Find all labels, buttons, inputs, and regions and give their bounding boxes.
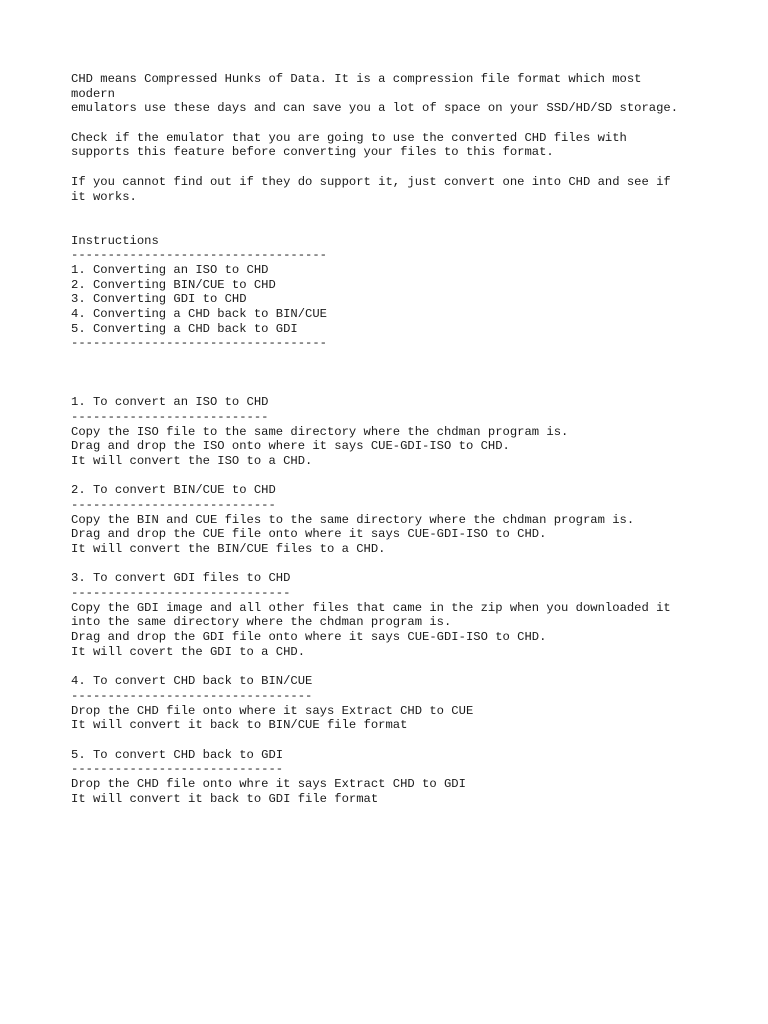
blank-line bbox=[71, 366, 711, 381]
text-line: into the same directory where the chdman program is. bbox=[71, 615, 452, 630]
blank-line bbox=[71, 660, 711, 675]
text-line: Drop the CHD file onto where it says Extract CHD to CUE bbox=[71, 703, 474, 718]
text-line: Drop the CHD file onto whre it says Extract CHD to GDI bbox=[71, 777, 466, 791]
text-line: Copy the ISO file to the same directory where the chdman program is. bbox=[71, 424, 569, 439]
document-page bbox=[71, 72, 711, 806]
text-line: modern bbox=[71, 86, 115, 101]
section-rule: ----------------------------- bbox=[71, 762, 284, 777]
section-rule: ---------------------------- bbox=[71, 497, 276, 512]
section-rule: ------------------------------ bbox=[71, 586, 291, 601]
section-rule: --------------------------- bbox=[71, 409, 269, 424]
section-rule: --------------------------------- bbox=[71, 688, 313, 703]
toc-title: Instructions bbox=[71, 233, 159, 248]
toc-item: 5. Converting a CHD back to GDI bbox=[71, 321, 298, 336]
text-line: it works. bbox=[71, 189, 137, 204]
section-heading: 5. To convert CHD back to GDI bbox=[71, 747, 284, 762]
text-line: Copy the BIN and CUE files to the same directory where the chdman program is. bbox=[71, 512, 635, 527]
section-heading: 1. To convert an ISO to CHD bbox=[71, 395, 269, 410]
intro-paragraph-2 bbox=[71, 131, 711, 160]
blank-line bbox=[71, 557, 711, 572]
text-line: emulators use these days and can save you a lot of space on your SSD/HD/SD storage. bbox=[71, 101, 679, 116]
toc-item: 1. Converting an ISO to CHD bbox=[71, 262, 269, 277]
blank-line bbox=[71, 380, 711, 395]
blank-line bbox=[71, 116, 711, 131]
text-line: Drag and drop the GDI file onto where it says CUE-GDI-ISO to CHD. bbox=[71, 630, 547, 645]
section-chd-to-gdi bbox=[71, 748, 711, 807]
blank-line bbox=[71, 351, 711, 366]
section-heading: 2. To convert BIN/CUE to CHD bbox=[71, 483, 276, 498]
blank-line bbox=[71, 469, 711, 484]
text-line: Drag and drop the CUE file onto where it says CUE-GDI-ISO to CHD. bbox=[71, 527, 547, 542]
text-line: It will covert the GDI to a CHD. bbox=[71, 644, 306, 659]
section-heading: 4. To convert CHD back to BIN/CUE bbox=[71, 674, 313, 689]
section-chd-to-bincue bbox=[71, 674, 711, 733]
toc-rule-bottom: ----------------------------------- bbox=[71, 336, 327, 351]
text-line: It will convert it back to GDI file format bbox=[71, 791, 379, 806]
blank-line bbox=[71, 733, 711, 748]
instructions-toc bbox=[71, 234, 711, 352]
blank-line bbox=[71, 219, 711, 234]
intro-paragraph-1 bbox=[71, 72, 711, 116]
blank-line bbox=[71, 204, 711, 219]
text-line: It will convert it back to BIN/CUE file format bbox=[71, 718, 408, 733]
toc-rule-top: ----------------------------------- bbox=[71, 248, 327, 263]
toc-item: 2. Converting BIN/CUE to CHD bbox=[71, 277, 276, 292]
text-line: If you cannot find out if they do support it, just convert one into CHD and see if bbox=[71, 174, 671, 189]
intro-paragraph-3 bbox=[71, 175, 711, 204]
blank-line bbox=[71, 160, 711, 175]
toc-item: 4. Converting a CHD back to BIN/CUE bbox=[71, 307, 327, 321]
text-line: Copy the GDI image and all other files that came in the zip when you downloaded it bbox=[71, 600, 671, 615]
section-heading: 3. To convert GDI files to CHD bbox=[71, 571, 291, 586]
text-line: Drag and drop the ISO onto where it says CUE-GDI-ISO to CHD. bbox=[71, 439, 510, 454]
text-line: Check if the emulator that you are going to use the converted CHD files with bbox=[71, 130, 627, 145]
text-line: It will convert the ISO to a CHD. bbox=[71, 453, 313, 468]
text-line: It will convert the BIN/CUE files to a CHD. bbox=[71, 542, 386, 556]
section-bincue-to-chd bbox=[71, 483, 711, 556]
toc-item: 3. Converting GDI to CHD bbox=[71, 292, 247, 307]
text-line: supports this feature before converting your files to this format. bbox=[71, 145, 554, 160]
section-gdi-to-chd bbox=[71, 571, 711, 659]
text-line: CHD means Compressed Hunks of Data. It is a compression file format which most bbox=[71, 72, 642, 86]
section-iso-to-chd bbox=[71, 395, 711, 468]
